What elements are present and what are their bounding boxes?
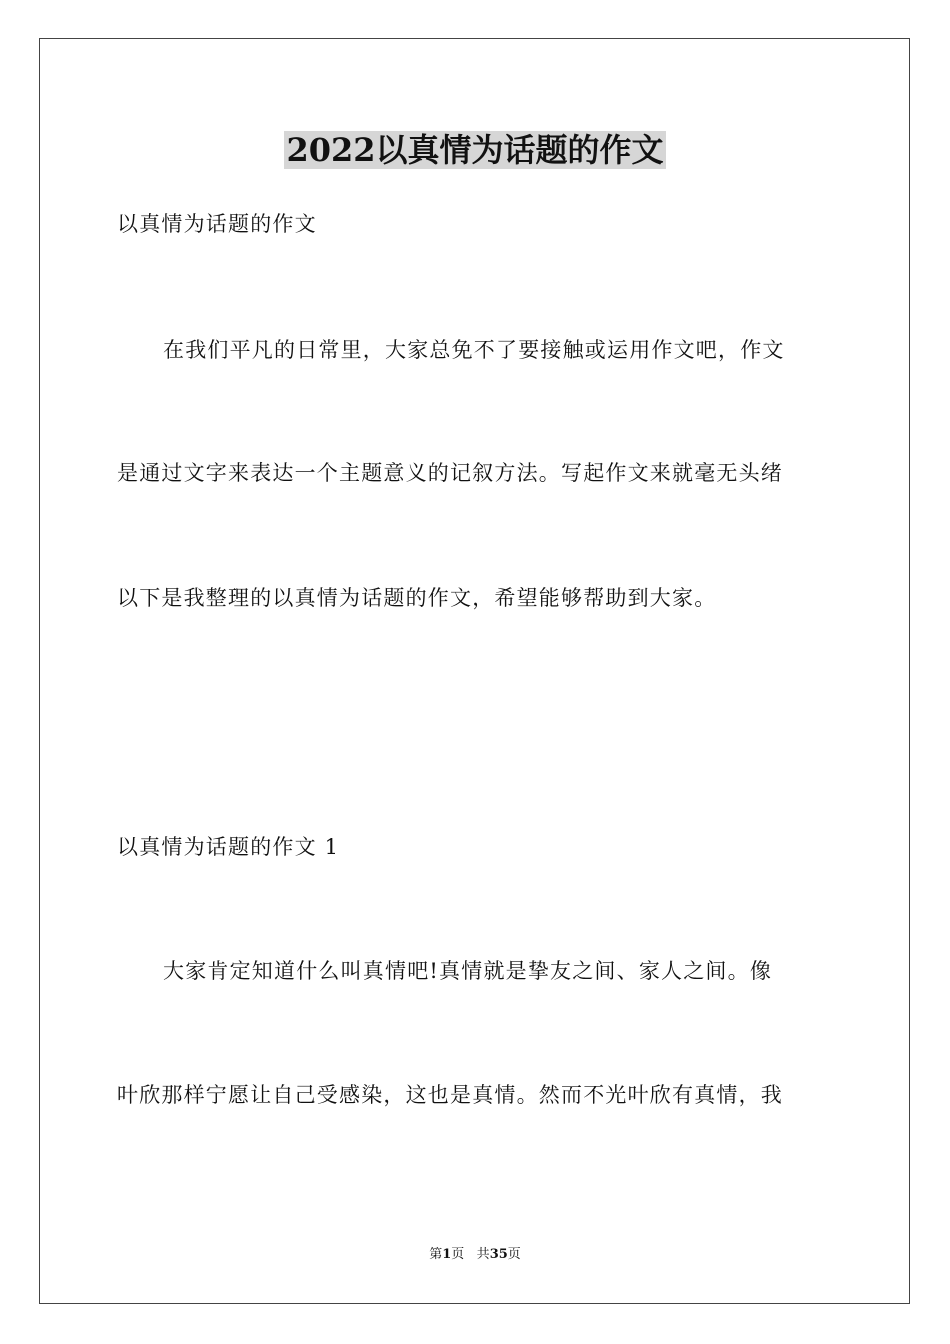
intro-line-1: 在我们平凡的日常里，大家总免不了要接触或运用作文吧，作文	[163, 338, 785, 362]
body-line-2: 叶欣那样宁愿让自己受感染，这也是真情。然而不光叶欣有真情，我	[117, 1083, 783, 1107]
document-title	[0, 128, 950, 172]
footer-total-prefix: 共	[476, 1247, 490, 1262]
section-heading: 以真情为话题的作文 1	[117, 835, 340, 859]
intro-line-2: 是通过文字来表达一个主题意义的记叙方法。写起作文来就毫无头绪	[117, 461, 783, 485]
page-footer	[0, 1246, 950, 1264]
footer-page-number: 1	[442, 1247, 452, 1262]
intro-line-3: 以下是我整理的以真情为话题的作文，希望能够帮助到大家。	[117, 586, 717, 610]
footer-page-prefix: 第	[429, 1247, 443, 1262]
footer-total-pages: 35	[489, 1247, 508, 1262]
body-line-1: 大家肯定知道什么叫真情吧!真情就是挚友之间、家人之间。像	[163, 959, 773, 983]
document-title-text: 2022以真情为话题的作文	[286, 131, 664, 169]
footer-total-suffix: 页	[507, 1247, 521, 1262]
footer-page-suffix: 页	[451, 1247, 465, 1262]
document-subtitle: 以真情为话题的作文	[117, 212, 317, 236]
